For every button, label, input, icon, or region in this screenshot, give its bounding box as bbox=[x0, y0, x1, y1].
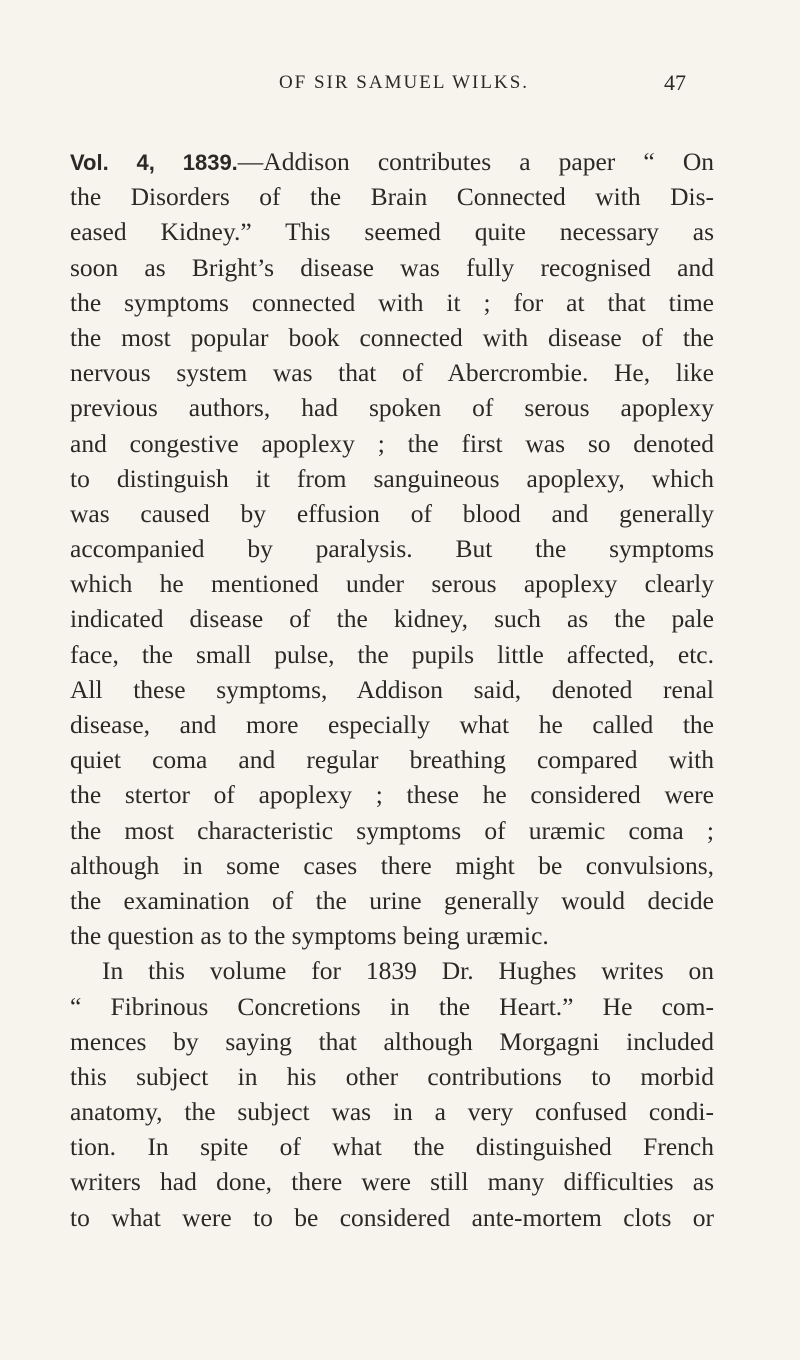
text-line: In this volume for 1839 Dr. Hughes writes on bbox=[102, 956, 714, 986]
text-line: the most popular book connected with disease of the bbox=[70, 322, 714, 352]
text-line-content: —Addison contributes a paper “ On bbox=[237, 147, 714, 176]
text-line: indicated disease of the kidney, such as the pale bbox=[70, 604, 714, 634]
text-line: to distinguish it from sanguineous apoplexy, which bbox=[70, 463, 714, 493]
text-line: mences by saying that although Morgagni included bbox=[70, 1026, 714, 1056]
text-line bbox=[70, 144, 714, 179]
running-head: OF SIR SAMUEL WILKS. bbox=[278, 72, 530, 93]
page-number: 47 bbox=[664, 70, 686, 95]
text-line: previous authors, had spoken of serous apoplexy bbox=[70, 393, 714, 423]
text-line: tion. In spite of what the distinguished French bbox=[70, 1132, 714, 1162]
text-line: was caused by effusion of blood and generally bbox=[70, 498, 714, 528]
paragraph-hughes bbox=[70, 953, 714, 1235]
text-line: quiet coma and regular breathing compared with bbox=[70, 745, 714, 775]
text-line: and congestive apoplexy ; the first was so denoted bbox=[70, 428, 714, 458]
text-line: the examination of the urine generally would decide bbox=[70, 885, 714, 915]
text-line: the symptoms connected with it ; for at that time bbox=[70, 287, 714, 317]
paragraph-addison bbox=[70, 144, 714, 953]
text-line: accompanied by paralysis. But the symptoms bbox=[70, 534, 714, 564]
text-line: “ Fibrinous Concretions in the Heart.” He com- bbox=[70, 991, 714, 1021]
text-line: the stertor of apoplexy ; these he considered were bbox=[70, 780, 714, 810]
text-line: although in some cases there might be convulsions, bbox=[70, 850, 714, 880]
text-line: the most characteristic symptoms of uræmic coma ; bbox=[70, 815, 714, 845]
text-line: this subject in his other contributions to morbid bbox=[70, 1061, 714, 1091]
text-line: anatomy, the subject was in a very confused condi- bbox=[70, 1097, 714, 1127]
text-line: face, the small pulse, the pupils little affected, etc. bbox=[70, 639, 714, 669]
text-line: which he mentioned under serous apoplexy clearly bbox=[70, 569, 714, 599]
text-line: the question as to the symptoms being uræmic. bbox=[70, 921, 549, 951]
volume-heading: Vol. 4, 1839. bbox=[70, 150, 238, 175]
text-line: soon as Bright’s disease was fully recognised and bbox=[70, 252, 714, 282]
text-line: the Disorders of the Brain Connected with Dis- bbox=[70, 182, 714, 212]
text-line: writers had done, there were still many difficulties as bbox=[70, 1167, 714, 1197]
text-line: nervous system was that of Abercrombie. He, like bbox=[70, 358, 714, 388]
text-line: disease, and more especially what he called the bbox=[70, 710, 714, 739]
body-text bbox=[70, 144, 714, 1235]
text-line: to what were to be considered ante-mortem clots or bbox=[70, 1202, 714, 1232]
text-line: All these symptoms, Addison said, denoted renal bbox=[70, 674, 714, 704]
text-line: eased Kidney.” This seemed quite necessary as bbox=[70, 217, 714, 247]
